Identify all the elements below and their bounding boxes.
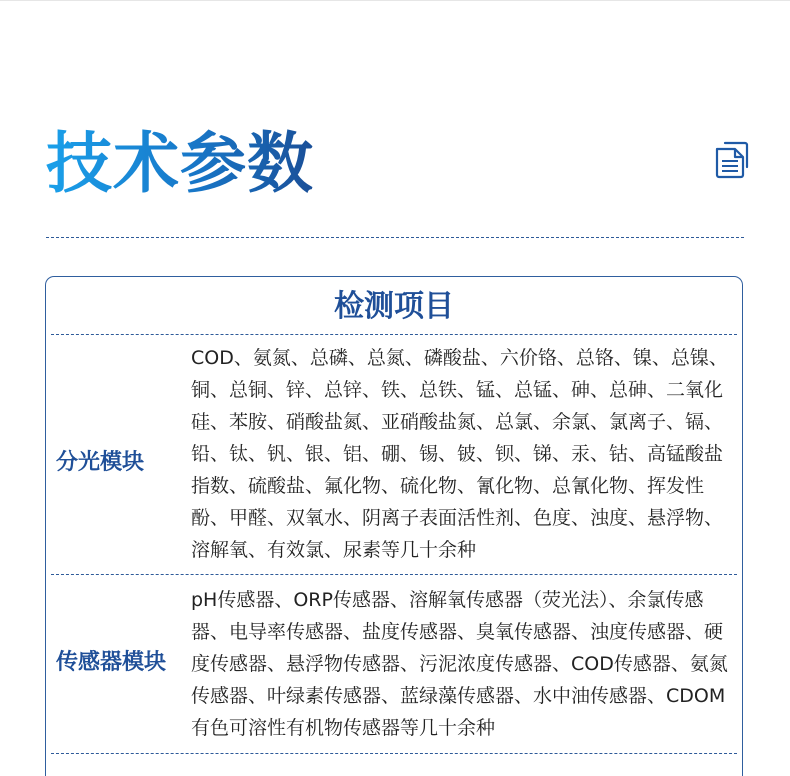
row-text-sensor-module: pH传感器、ORP传感器、溶解氧传感器（荧光法）、余氯传感器、电导率传感器、盐度传感器、臭氧传感器、浊度传感器、硬度传感器、悬浮物传感器、污泥浓度传感器、COD传感器、氨氮传感器、叶绿素传感器、蓝绿藻传感器、水中油传感器、CDOM有色可溶性有机物传感器等几十余种	[191, 589, 728, 739]
row-label-spectro-module: 分光模块	[56, 450, 145, 475]
document-copy-icon	[713, 141, 749, 179]
row-divider	[51, 574, 737, 575]
row-text-spectro-module: COD、氨氮、总磷、总氮、磷酸盐、六价铬、总铬、镍、总镍、铜、总铜、锌、总锌、铁、总铁、锰、总锰、砷、总砷、二氧化硅、苯胺、硝酸盐氮、亚硝酸盐氮、总氯、余氯、氯离子、镉、铅、钛、钒、银、铝、硼、锡、铍、钡、锑、汞、钴、高锰酸盐指数、硫酸盐、氟化物、硫化物、氰化物、总氰化物、挥发性酚、甲醛、双氧水、阴离子表面活性剂、色度、浊度、悬浮物、溶解氧、有效氯、尿素等几十余种	[191, 347, 728, 561]
title-divider	[46, 237, 744, 238]
row-label-sensor-module: 传感器模块	[56, 650, 167, 675]
row-divider	[51, 334, 737, 335]
top-divider	[0, 0, 790, 1]
table-header: 检测项目	[334, 289, 454, 324]
page-title: 技术参数	[46, 122, 314, 206]
row-divider	[51, 753, 737, 754]
